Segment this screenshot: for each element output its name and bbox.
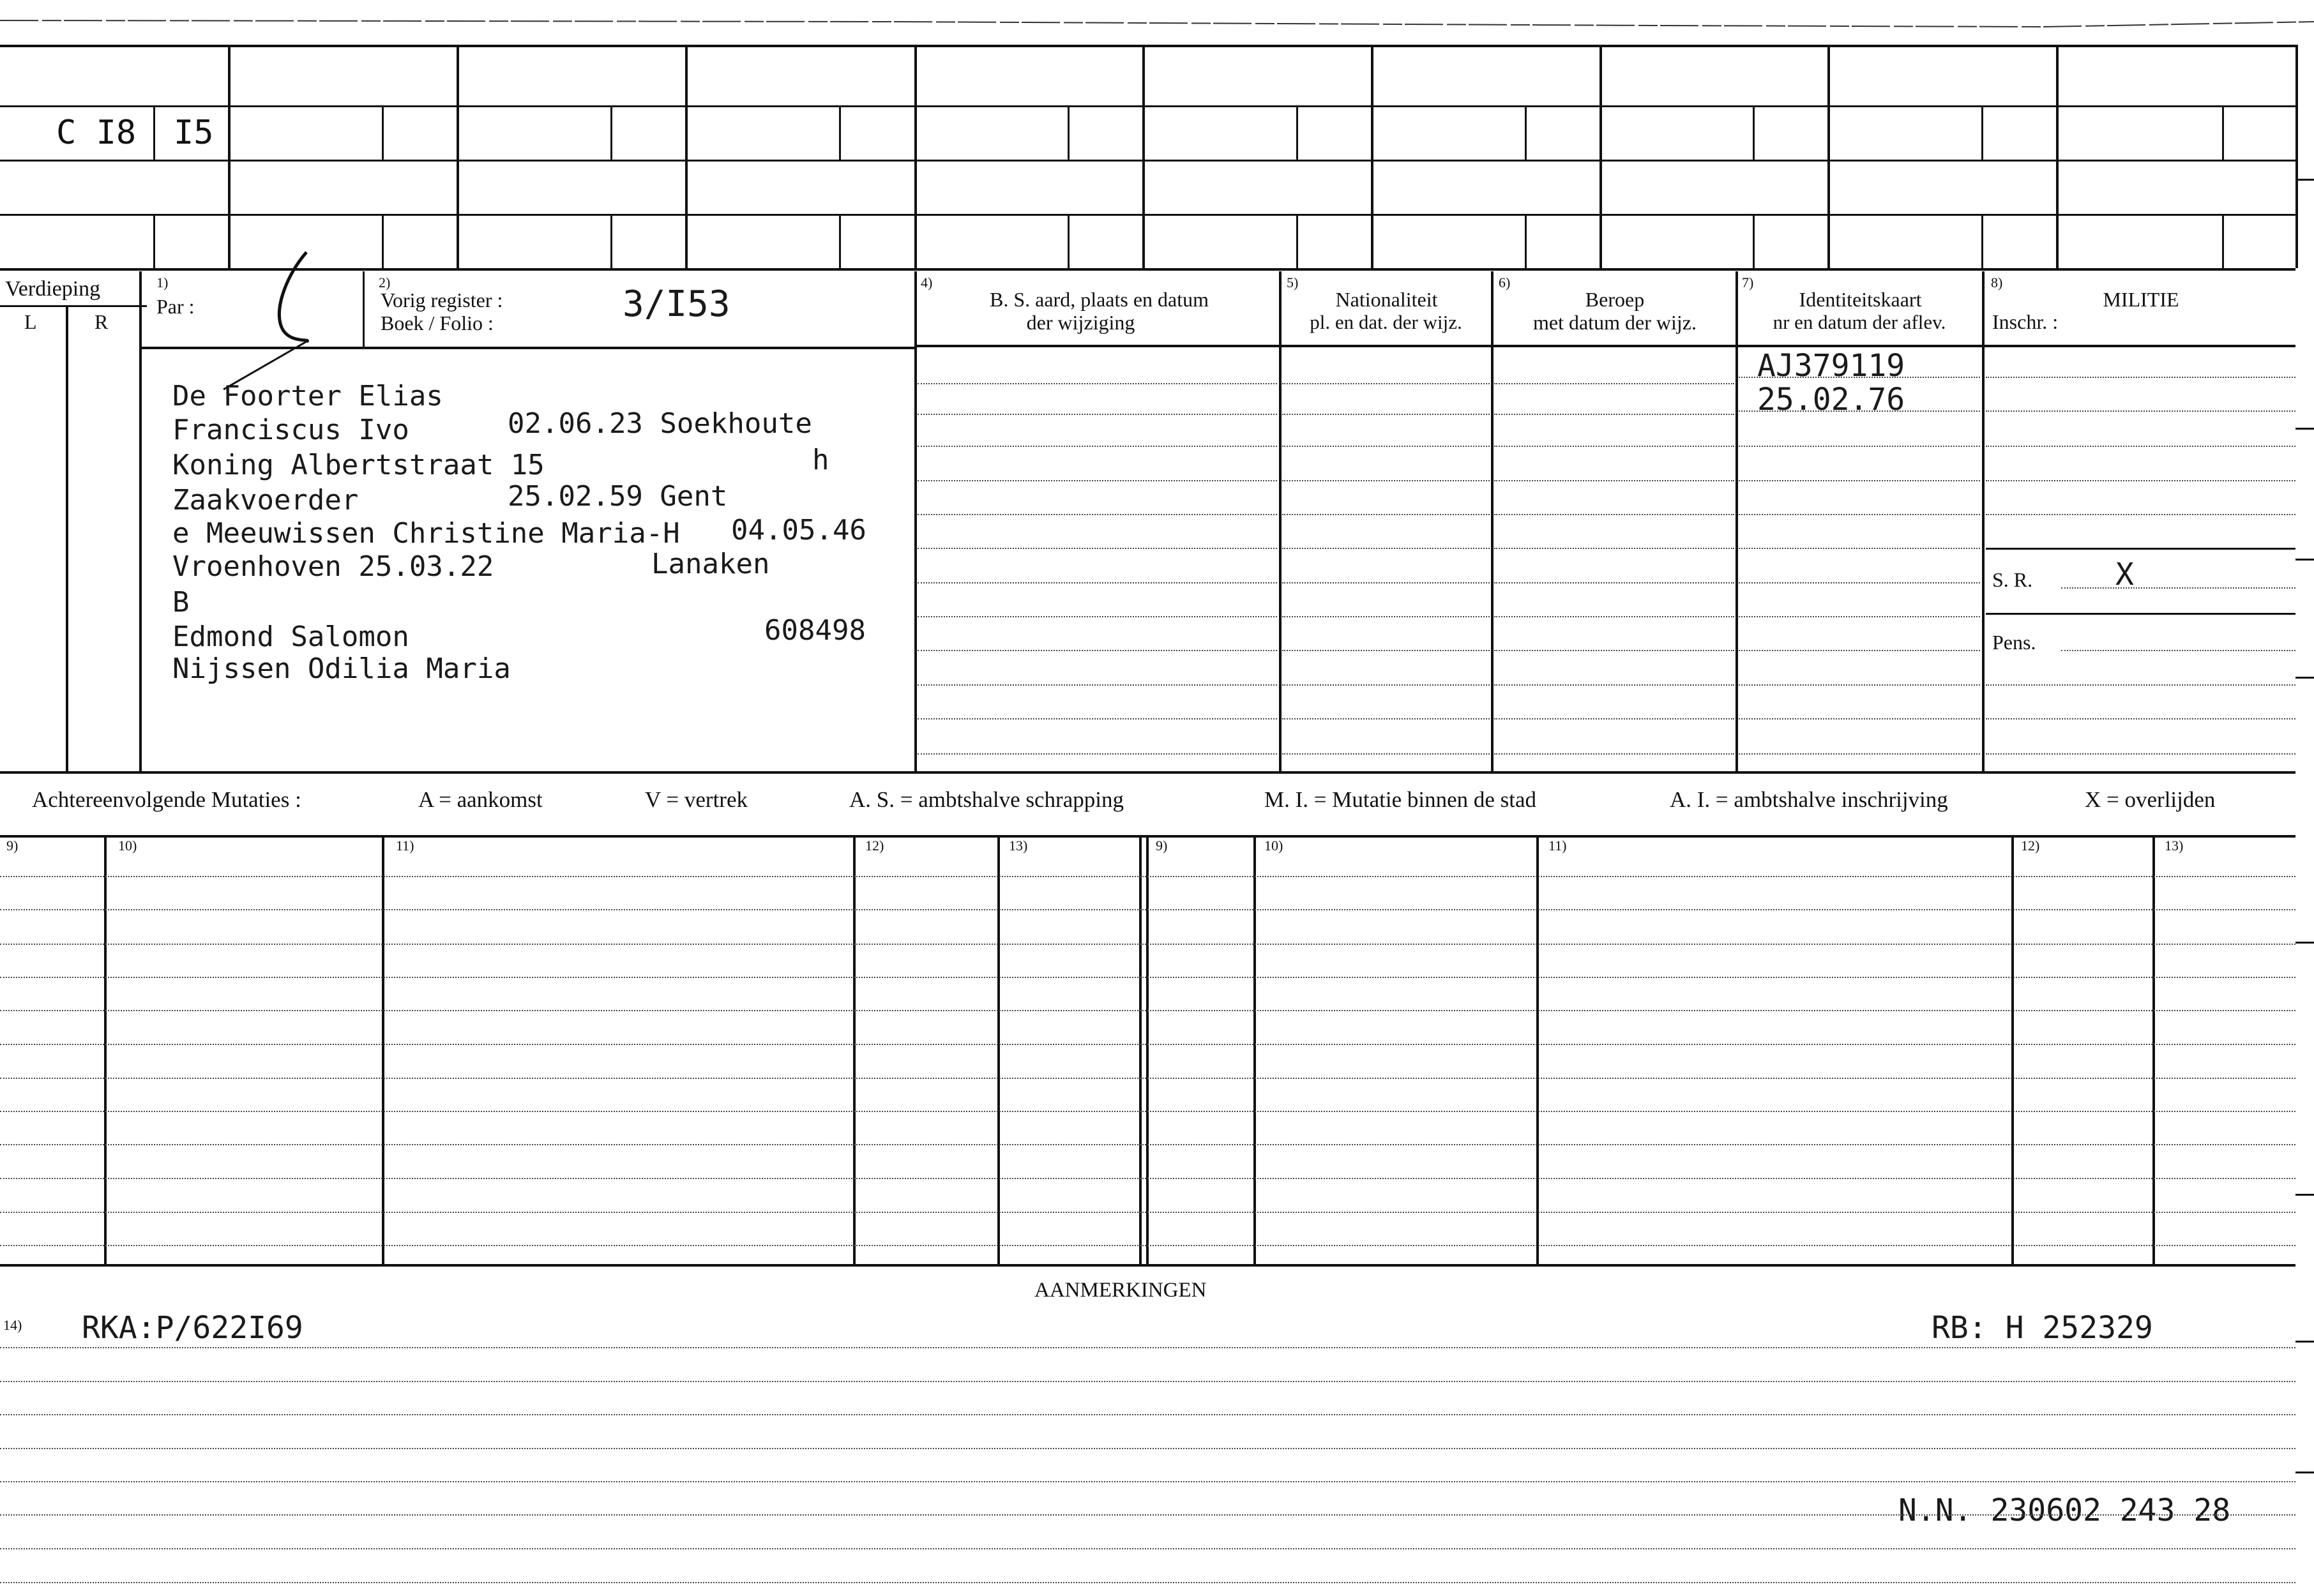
remarks-rb: RB: H 252329 xyxy=(1932,1310,2153,1346)
militie-inschr-label: Inschr. : xyxy=(1992,310,2059,333)
spouse-birth: Vroenhoven 25.03.22 xyxy=(172,550,494,583)
legend-ai: A. I. = ambtshalve inschrijving xyxy=(1670,787,1948,812)
legend-a: A = aankomst xyxy=(418,787,543,812)
id-card-number: AJ379119 xyxy=(1757,348,1905,384)
legend-as: A. S. = ambtshalve schrapping xyxy=(849,787,1124,812)
remarks-number: 14) xyxy=(3,1317,22,1333)
pens-label: Pens. xyxy=(1992,631,2036,654)
col7-number: 7) xyxy=(1742,275,1754,290)
col4-header-line2: der wijziging xyxy=(1026,311,1135,334)
father-name: Edmond Salomon xyxy=(172,621,409,653)
card-code-part1: C I8 xyxy=(56,114,137,152)
mother-name: Nijssen Odilia Maria xyxy=(172,652,511,685)
mutation-col-12: 12) xyxy=(865,838,884,854)
col7-header-line1: Identiteitskaart xyxy=(1799,288,1922,311)
militie-title: MILITIE xyxy=(2103,288,2179,311)
person-address: Koning Albertstraat 15 xyxy=(172,449,545,481)
col1-number: 1) xyxy=(156,275,169,290)
col6-header-line2: met datum der wijz. xyxy=(1533,311,1697,334)
spouse-birthplace: Lanaken xyxy=(651,548,770,580)
mutation-col-9: 9) xyxy=(6,838,19,854)
remarks-nn: N.N. 230602 243 28 xyxy=(1898,1493,2231,1528)
col6-number: 6) xyxy=(1499,275,1511,290)
col2-number: 2) xyxy=(379,275,391,290)
boek-folio-label: Boek / Folio : xyxy=(381,312,494,335)
col7-header-line2: nr en datum der aflev. xyxy=(1773,311,1946,333)
scan-top-edge xyxy=(0,13,2314,38)
legend-v: V = vertrek xyxy=(645,787,748,812)
col1-par-label: Par : xyxy=(156,295,195,318)
legend-x: X = overlijden xyxy=(2085,787,2216,812)
col5-number: 5) xyxy=(1287,275,1299,290)
verdieping-left-label: L xyxy=(24,310,37,333)
person-birth: 02.06.23 Soekhoute xyxy=(508,407,812,440)
sr-label: S. R. xyxy=(1992,568,2033,591)
person-first-names: Franciscus Ivo xyxy=(172,414,409,446)
verdieping-label: Verdieping xyxy=(5,277,101,301)
person-marker: B xyxy=(172,586,190,619)
mutation-col-10: 10) xyxy=(118,838,137,854)
vorig-register-value: 3/I53 xyxy=(623,283,730,325)
col5-header-line2: pl. en dat. der wijz. xyxy=(1310,311,1462,333)
col4-header-line1: B. S. aard, plaats en datum xyxy=(989,288,1209,311)
vorig-register-label: Vorig register : xyxy=(381,289,503,312)
mutation-col-11: 11) xyxy=(396,838,414,854)
remarks-rka: RKA:P/622I69 xyxy=(82,1310,303,1346)
person-occupation-date: 25.02.59 Gent xyxy=(508,480,728,513)
mutation-col-13b: 13) xyxy=(2165,838,2184,854)
sr-value: X xyxy=(2115,557,2134,592)
mutation-col-12b: 12) xyxy=(2021,838,2040,854)
mutation-col-13: 13) xyxy=(1009,838,1028,854)
spouse-name: e Meeuwissen Christine Maria-H xyxy=(172,517,680,550)
col8-number: 8) xyxy=(1991,275,2003,290)
father-number: 608498 xyxy=(764,614,866,647)
person-occupation: Zaakvoerder xyxy=(172,484,359,516)
person-address-suffix: h xyxy=(812,444,829,476)
mutation-col-10b: 10) xyxy=(1264,838,1283,854)
person-name: De Foorter Elias xyxy=(172,380,443,412)
verdieping-right-label: R xyxy=(95,310,109,333)
mutation-col-9b: 9) xyxy=(1156,838,1168,854)
id-card-date: 25.02.76 xyxy=(1757,382,1905,418)
handwritten-par-mark xyxy=(211,249,326,402)
col5-header-line1: Nationaliteit xyxy=(1335,288,1438,311)
legend-mi: M. I. = Mutatie binnen de stad xyxy=(1264,787,1537,812)
mutations-title: Achtereenvolgende Mutaties : xyxy=(32,787,301,812)
col6-header-line1: Beroep xyxy=(1585,288,1645,311)
mutation-col-11b: 11) xyxy=(1548,838,1567,854)
spouse-date: 04.05.46 xyxy=(731,514,866,546)
col4-number: 4) xyxy=(921,275,933,290)
card-code-part2: I5 xyxy=(174,114,214,152)
remarks-title: AANMERKINGEN xyxy=(1034,1279,1207,1302)
